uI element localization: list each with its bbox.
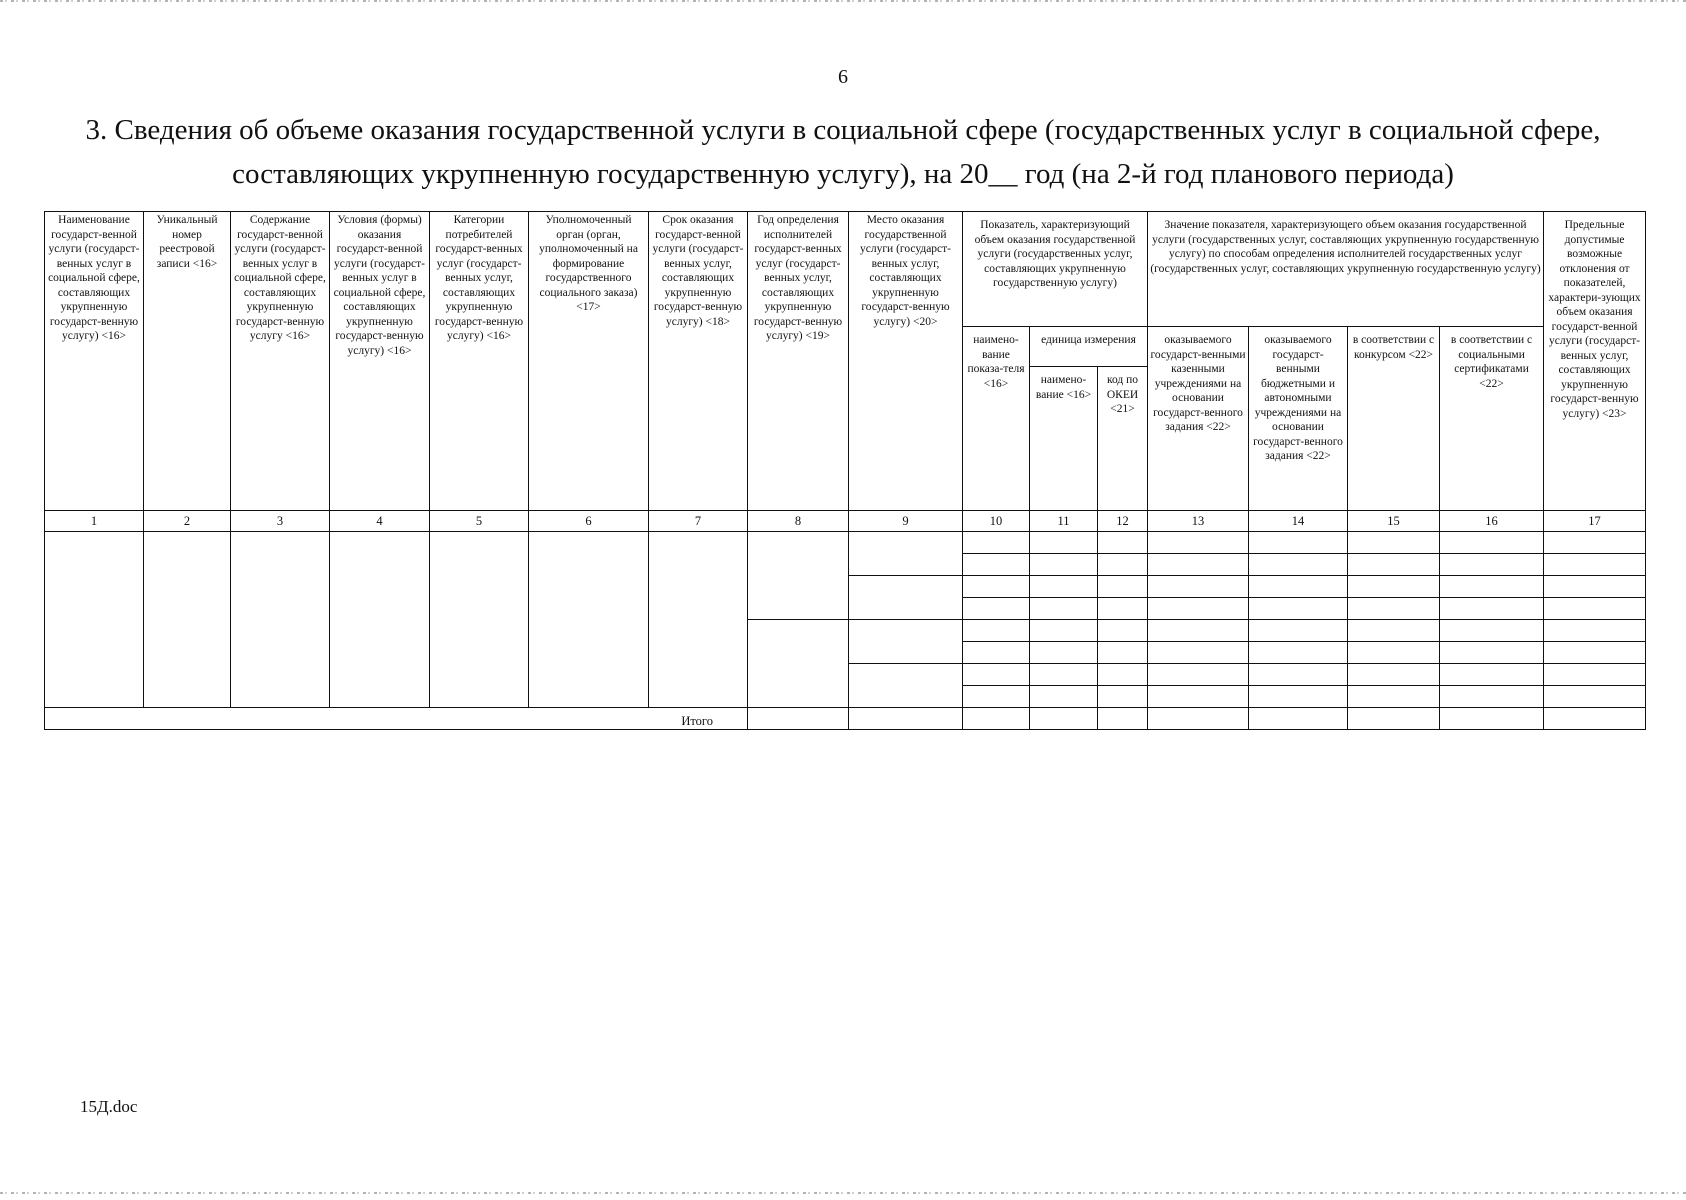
data-cell <box>1440 619 1544 641</box>
column-number: 4 <box>330 511 430 532</box>
column-number: 13 <box>1148 511 1249 532</box>
data-cell <box>1440 641 1544 663</box>
column-number: 17 <box>1544 511 1646 532</box>
document-filename: 15Д.doc <box>80 1097 138 1116</box>
data-cell <box>1030 597 1098 619</box>
header-authorized-body: Уполномоченный орган (орган, уполномоченный на формирование государственного социального заказа) <17> <box>529 212 649 511</box>
data-row <box>45 531 1646 553</box>
data-cell <box>1544 619 1646 641</box>
data-cell <box>1098 575 1148 597</box>
data-cell <box>1148 685 1249 707</box>
data-cell <box>1440 553 1544 575</box>
data-cell <box>231 531 330 707</box>
data-cell <box>1544 597 1646 619</box>
column-number: 14 <box>1249 511 1348 532</box>
scan-edge-bottom <box>0 1192 1686 1194</box>
total-cell <box>1348 707 1440 729</box>
data-cell <box>1098 531 1148 553</box>
total-cell <box>963 707 1030 729</box>
data-cell <box>1030 641 1098 663</box>
header-allowed-deviation: Предельные допустимые возможные отклонения от показателей, характери-зующих объем оказания государст-венной услуги (государст-венных услуг, составляющих укрупненную государст-венную услугу) <23> <box>1544 212 1646 511</box>
data-cell <box>1030 531 1098 553</box>
service-volume-table <box>44 211 1646 730</box>
header-service-conditions: Условия (формы) оказания государст-венной услуги (государст-венных услуг в социальной сфере, составляющих укрупненную государст-венную услугу) <16> <box>330 212 430 511</box>
data-cell <box>1544 641 1646 663</box>
data-cell <box>144 531 231 707</box>
data-cell <box>963 619 1030 641</box>
data-cell <box>1440 685 1544 707</box>
data-cell <box>963 663 1030 685</box>
header-service-name: Наименование государст-венной услуги (государст-венных услуг в социальной сфере, составляющих укрупненную государст-венную услугу) <16> <box>45 212 144 511</box>
data-cell <box>1098 685 1148 707</box>
data-cell <box>1148 619 1249 641</box>
section-title: 3. Сведения об объеме оказания государственной услуги в социальной сфере (государственных услуг в социальной сфере, составляющих укрупненную государственную услугу), на 20__ год (на 2-й год планового периода) <box>85 114 1601 190</box>
data-cell <box>1148 531 1249 553</box>
data-cell <box>1544 685 1646 707</box>
data-cell <box>1148 663 1249 685</box>
data-cell <box>1348 619 1440 641</box>
total-cell <box>1030 707 1098 729</box>
column-number: 6 <box>529 511 649 532</box>
data-cell <box>1030 619 1098 641</box>
data-cell <box>849 575 963 619</box>
header-by-certificates: в соответствии с социальными сертификатами <22> <box>1440 327 1544 511</box>
data-cell <box>963 641 1030 663</box>
header-service-place: Место оказания государственной услуги (государст-венных услуг, составляющих укрупненную государст-венную услугу) <20> <box>849 212 963 511</box>
data-cell <box>1098 597 1148 619</box>
header-row-1 <box>45 212 1646 327</box>
data-cell <box>1544 553 1646 575</box>
data-cell <box>1249 597 1348 619</box>
data-cell <box>1148 641 1249 663</box>
data-cell <box>963 575 1030 597</box>
data-cell <box>1249 575 1348 597</box>
header-by-competition: в соответствии с конкурсом <22> <box>1348 327 1440 511</box>
data-cell <box>1544 663 1646 685</box>
data-cell <box>1348 553 1440 575</box>
column-number: 11 <box>1030 511 1098 532</box>
data-cell <box>1544 575 1646 597</box>
header-consumer-categories: Категории потребителей государст-венных услуг (государст-венных услуг, составляющих укрупненную государст-венную услугу) <16> <box>430 212 529 511</box>
data-cell <box>1098 619 1148 641</box>
data-cell <box>849 531 963 575</box>
data-cell <box>963 531 1030 553</box>
column-number: 1 <box>45 511 144 532</box>
header-provider-year: Год определения исполнителей государст-венных услуг (государст-венных услуг, составляющих укрупненную государст-венную услугу) <19> <box>748 212 849 511</box>
data-cell <box>1249 531 1348 553</box>
column-number: 3 <box>231 511 330 532</box>
column-number: 15 <box>1348 511 1440 532</box>
column-number: 9 <box>849 511 963 532</box>
data-cell <box>1249 685 1348 707</box>
data-cell <box>1440 575 1544 597</box>
data-cell <box>1348 663 1440 685</box>
column-number: 16 <box>1440 511 1544 532</box>
data-cell <box>1249 641 1348 663</box>
data-cell <box>1148 597 1249 619</box>
scan-edge-top <box>0 0 1686 2</box>
column-number: 12 <box>1098 511 1148 532</box>
data-cell <box>1440 597 1544 619</box>
data-cell <box>849 663 963 707</box>
total-cell <box>1249 707 1348 729</box>
data-cell <box>963 597 1030 619</box>
data-cell <box>1148 553 1249 575</box>
total-cell <box>1440 707 1544 729</box>
data-cell <box>430 531 529 707</box>
total-cell <box>1148 707 1249 729</box>
total-cell <box>1098 707 1148 729</box>
header-state-institutions: оказываемого государст-венными казенными учреждениями на основании государст-венного задания <22> <box>1148 327 1249 511</box>
header-budget-institutions: оказываемого государст-венными бюджетными и автономными учреждениями на основании государст-венного задания <22> <box>1249 327 1348 511</box>
total-cell <box>849 707 963 729</box>
data-cell <box>330 531 430 707</box>
data-cell <box>529 531 649 707</box>
data-cell <box>649 531 748 707</box>
data-cell <box>1544 531 1646 553</box>
data-cell <box>748 619 849 707</box>
column-number-row <box>45 511 1646 532</box>
data-cell <box>1249 619 1348 641</box>
data-cell <box>1030 663 1098 685</box>
data-cell <box>1148 575 1249 597</box>
data-cell <box>1440 663 1544 685</box>
data-cell <box>1030 575 1098 597</box>
column-number: 2 <box>144 511 231 532</box>
header-service-term: Срок оказания государст-венной услуги (государст-венных услуг, составляющих укрупненную государст-венную услугу) <18> <box>649 212 748 511</box>
data-cell <box>1249 553 1348 575</box>
total-row <box>45 707 1646 729</box>
total-cell <box>748 707 849 729</box>
data-cell <box>1348 597 1440 619</box>
data-cell <box>1348 685 1440 707</box>
column-number: 7 <box>649 511 748 532</box>
data-cell <box>963 685 1030 707</box>
header-okei-code: код по ОКЕИ <21> <box>1098 367 1148 511</box>
data-cell <box>748 531 849 619</box>
column-number: 8 <box>748 511 849 532</box>
data-cell <box>963 553 1030 575</box>
header-unit-name: наимено-вание <16> <box>1030 367 1098 511</box>
header-indicator-name: наимено-вание показа-теля <16> <box>963 327 1030 511</box>
header-indicator-group: Показатель, характеризующий объем оказания государственной услуги (государственных услуг, составляющих укрупненную государственную услугу) <box>963 212 1148 327</box>
data-cell <box>1440 531 1544 553</box>
data-cell <box>1098 663 1148 685</box>
data-cell <box>1098 641 1148 663</box>
header-registry-number: Уникальный номер реестровой записи <16> <box>144 212 231 511</box>
data-cell <box>1249 663 1348 685</box>
header-value-group: Значение показателя, характеризующего объем оказания государственной услуги (государственных услуг, составляющих укрупненную государственную услугу) по способам определения исполнителей государственных услуг (государственных услуг, составляющих укрупненную государственную услугу) <box>1148 212 1544 327</box>
column-number: 5 <box>430 511 529 532</box>
data-cell <box>1348 575 1440 597</box>
data-cell <box>849 619 963 663</box>
data-cell <box>1348 531 1440 553</box>
header-service-content: Содержание государст-венной услуги (государст-венных услуг в социальной сфере, составляющих укрупненную государст-венную услугу <16> <box>231 212 330 511</box>
data-cell <box>1030 553 1098 575</box>
data-cell <box>1098 553 1148 575</box>
column-number: 10 <box>963 511 1030 532</box>
page-number: 6 <box>838 66 848 88</box>
header-unit-group: единица измерения <box>1030 327 1148 367</box>
data-cell <box>1030 685 1098 707</box>
total-label: Итого <box>45 707 748 729</box>
data-cell <box>1348 641 1440 663</box>
data-cell <box>45 531 144 707</box>
total-cell <box>1544 707 1646 729</box>
